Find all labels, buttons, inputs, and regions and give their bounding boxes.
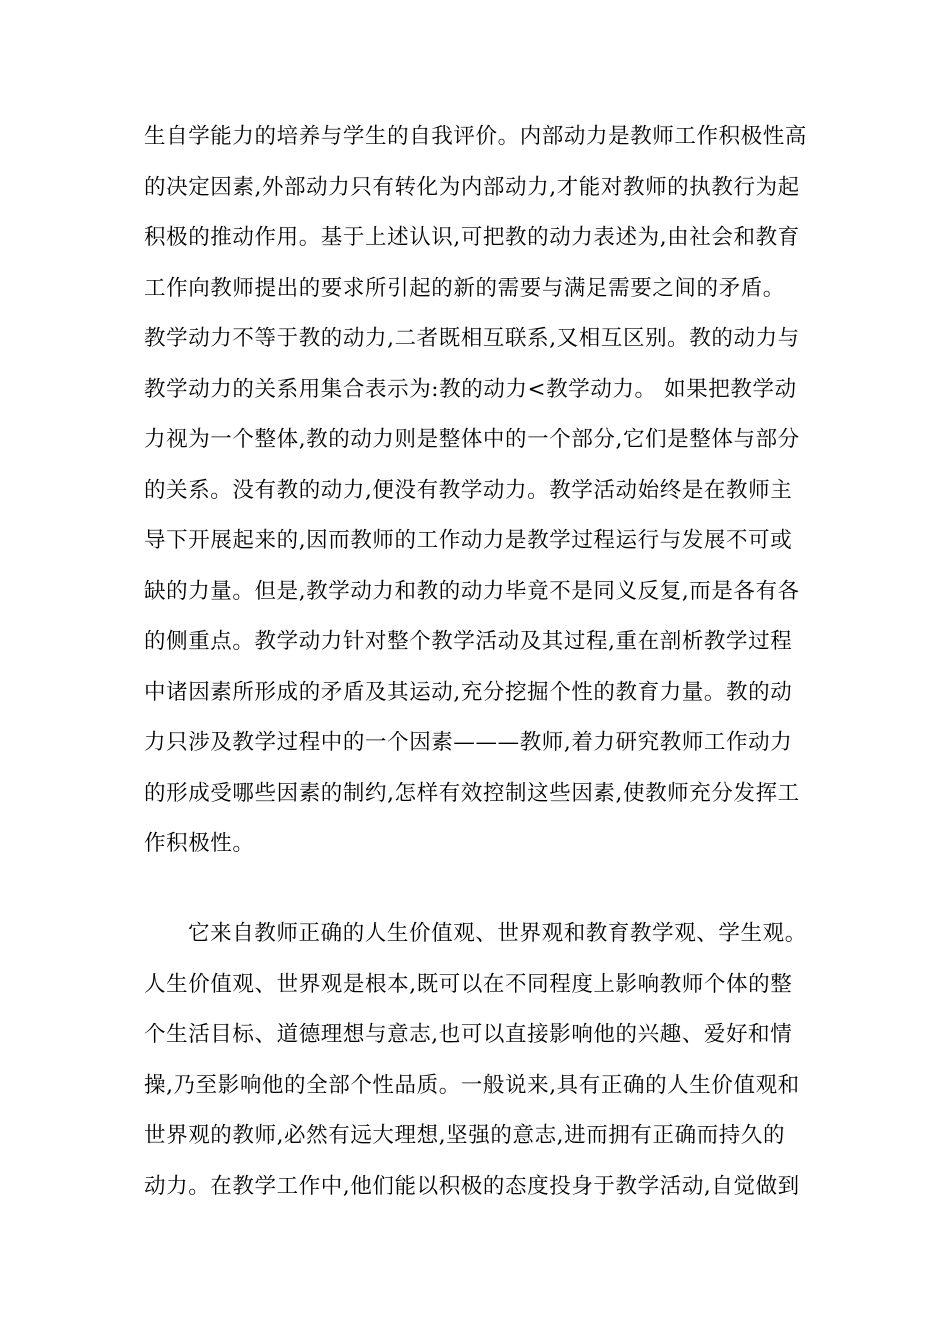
text-line: 缺的力量。但是,教学动力和教的动力毕竟不是同义反复,而是各有各 [144,578,800,604]
text-line-first-indented: 它来自教师正确的人生价值观、世界观和教育教学观、学生观。 [188,921,807,946]
text-line: 工作向教师提出的要求所引起的新的需要与满足需要之间的矛盾。 [144,275,785,301]
text-line: 个生活目标、道德理想与意志,也可以直接影响他的兴趣、爱好和情 [144,1022,793,1047]
text-line: 力视为一个整体,教的动力则是整体中的一个部分,它们是整体与部分 [144,427,800,452]
body-paragraph-2 [144,909,814,1212]
text-line: 作积极性。 [144,831,255,856]
body-paragraph-1 [144,112,814,870]
text-line: 操,乃至影响他的全部个性品质。一般说来,具有正确的人生价值观和 [144,1072,800,1098]
text-line: 的侧重点。教学动力针对整个教学活动及其过程,重在剖析教学过程 [144,629,793,654]
text-line: 中诸因素所形成的矛盾及其运动,充分挖掘个性的教育力量。教的动 [144,679,793,705]
text-line: 积极的推动作用。基于上述认识,可把教的动力表述为,由社会和教育 [144,225,800,250]
text-line: 生自学能力的培养与学生的自我评价。内部动力是教师工作积极性高 [144,124,808,149]
text-line: 的关系。没有教的动力,便没有教学动力。教学活动始终是在教师主 [144,477,793,503]
text-line: 人生价值观、世界观是根本,既可以在不同程度上影响教师个体的整 [144,971,793,997]
text-line: 的决定因素,外部动力只有转化为内部动力,才能对教师的执教行为起 [144,174,800,200]
text-line: 世界观的教师,必然有远大理想,坚强的意志,进而拥有正确而持久的 [144,1123,786,1148]
text-line: 力只涉及教学过程中的一个因素———教师,着力研究教师工作动力 [144,730,793,755]
text-line: 教学动力的关系用集合表示为:教的动力<教学动力。 如果把教学动 [144,376,797,402]
text-line: 动力。在教学工作中,他们能以积极的态度投身于教学活动,自觉做到 [144,1173,800,1199]
text-line: 导下开展起来的,因而教师的工作动力是教学过程运行与发展不可或 [144,528,793,553]
text-line: 的形成受哪些因素的制约,怎样有效控制这些因素,使教师充分发挥工 [144,780,800,806]
text-line: 教学动力不等于教的动力,二者既相互联系,又相互区别。教的动力与 [144,326,800,351]
